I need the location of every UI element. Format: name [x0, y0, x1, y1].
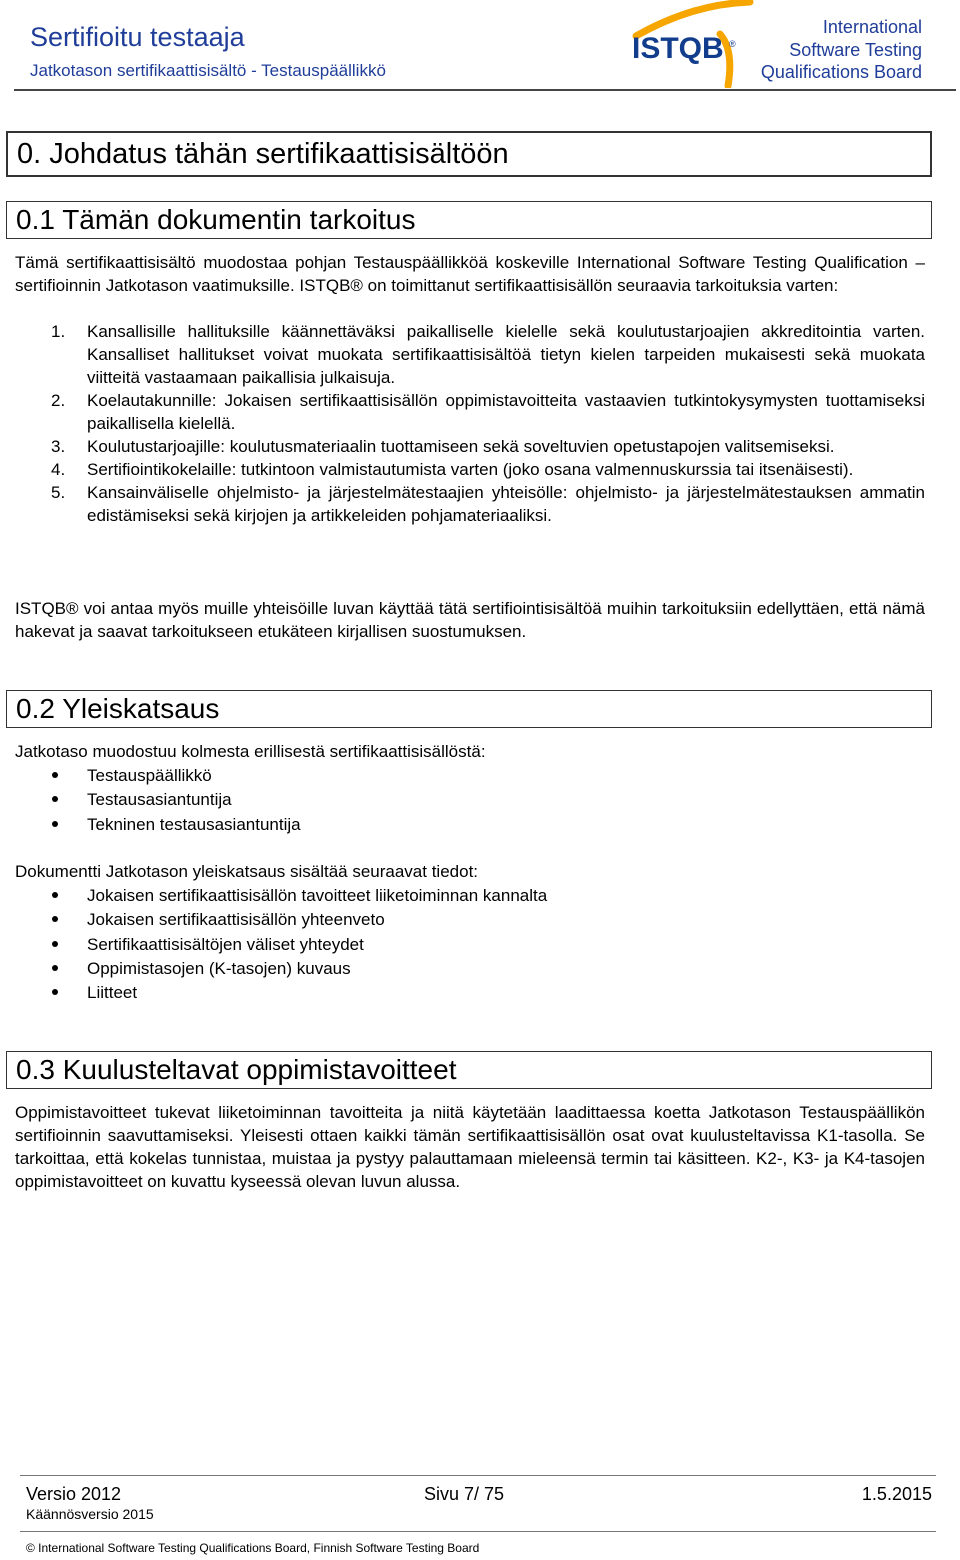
overview-intro-paragraph: Jatkotaso muodostuu kolmesta erillisestä sertifikaattisisällöstä: [15, 742, 486, 761]
section-heading-overview: 0.2 Yleiskatsaus [6, 690, 932, 728]
bullet-icon [52, 796, 58, 802]
bullet-icon [52, 892, 58, 898]
list-item [51, 957, 925, 981]
logo-wordmark: ISTQB [632, 32, 724, 65]
list-number: 4. [51, 460, 66, 479]
purpose-list-item [51, 320, 925, 389]
list-item [51, 884, 925, 908]
purpose-list-item [51, 389, 925, 435]
bullet-icon [52, 989, 58, 995]
overview-doc-intro-paragraph: Dokumentti Jatkotason yleiskatsaus sisältää seuraavat tiedot: [15, 862, 479, 881]
document-subtitle: Jatkotason sertifikaattisisältö - Testauspäällikkö [30, 61, 386, 80]
purpose-list-item [51, 458, 925, 481]
list-item-text: Sertifiointikokelaille: tutkintoon valmistautumista varten (joko osana valmennuskurssia tai itsenäisesti). [87, 460, 854, 479]
list-number: 2. [51, 391, 66, 410]
list-number: 5. [51, 483, 66, 502]
list-item [51, 764, 925, 788]
footer-copyright: © International Software Testing Qualifications Board, Finnish Software Testing Board [26, 1541, 480, 1555]
list-item-text: Oppimistasojen (K-tasojen) kuvaus [87, 958, 351, 978]
document-title: Sertifioitu testaaja [30, 22, 245, 52]
purpose-closing-paragraph: ISTQB® voi antaa myös muille yhteisöille luvan käyttää tätä sertifiointisisältöä muihin tarkoituksiin edellyttäen, että nämä hakevat ja saavat tarkoitukseen etukäteen kirjallisen suostumuksen. [15, 599, 925, 641]
overview-contents-list [51, 884, 925, 1005]
list-item-text: Koulutustarjoajille: koulutusmateriaalin tuottamiseen sekä soveltuvien opetustapojen valitsemiseksi. [87, 437, 835, 456]
list-item [51, 908, 925, 932]
footer-translation-version: Käännösversio 2015 [26, 1506, 154, 1522]
organization-name [761, 16, 922, 84]
list-item-text: Kansainväliselle ohjelmisto- ja järjestelmätestaajien yhteisölle: ohjelmisto- ja järjestelmätestauksen ammatin edistämiseksi sekä kirjojen ja artikkeleiden pohjamateriaaliksi. [87, 483, 925, 525]
list-number: 1. [51, 322, 66, 341]
section-heading-learning-objectives: 0.3 Kuulusteltavat oppimistavoitteet [6, 1051, 932, 1089]
list-item [51, 788, 925, 812]
istqb-logo [628, 0, 756, 88]
purpose-list [51, 320, 925, 527]
bullet-icon [52, 941, 58, 947]
footer-bottom-divider [20, 1531, 936, 1532]
list-item-text: Jokaisen sertifikaattisisällön tavoitteet liiketoiminnan kannalta [87, 886, 548, 905]
learning-objectives-paragraph: Oppimistavoitteet tukevat liiketoiminnan tavoitteita ja niitä käytetään laadittaessa koetta Jatkotason Testauspäällikön sertifioinnin saavuttamiseksi. Yleisesti ottaen kaikki tämän sertifikaattisisällön osat ovat kuulusteltavissa K1-tasolla. Se tarkoittaa, että kokelas tunnistaa, muistaa ja pystyy palauttamaan mieleensä termin tai käsitteen. K2-, K3- ja K4-tasojen oppimistavoitteet on kuvattu kyseessä olevan luvun alussa. [15, 1103, 925, 1191]
module-list [51, 764, 925, 837]
org-line-3: Qualifications Board [760, 62, 922, 82]
header-divider [14, 89, 956, 91]
logo-trademark: ® [729, 39, 736, 49]
list-item-text: Testausasiantuntija [87, 790, 232, 810]
purpose-list-item [51, 435, 925, 458]
list-item-text: Liitteet [87, 983, 138, 1003]
footer-top-divider [20, 1475, 936, 1476]
footer-page-number: Sivu 7/ 75 [424, 1484, 505, 1504]
org-line-1: International [822, 17, 922, 37]
chapter-heading: 0. Johdatus tähän sertifikaattisisältöön [6, 131, 932, 177]
section-heading-purpose: 0.1 Tämän dokumentin tarkoitus [6, 201, 932, 239]
bullet-icon [52, 916, 58, 922]
purpose-intro-paragraph: Tämä sertifikaattisisältö muodostaa pohjan Testauspäällikköä koskeville International Software Testing Qualification –sertifioinnin Jatkotason vaatimuksille. ISTQB® on toimittanut sertifikaattisisällön seuraavia tarkoituksia varten: [15, 253, 925, 295]
list-item [51, 981, 925, 1005]
list-item [51, 813, 925, 837]
footer-date: 1.5.2015 [861, 1484, 932, 1504]
list-item-text: Kansallisille hallituksille käännettäväksi paikalliselle kielelle sekä koulutustarjoajien akkreditointia varten. Kansalliset hallitukset voivat muokata sertifikaattisisältöä tietyn kielen tarpeiden mukaisesti sekä muokata viitteitä vastaamaan paikallisia julkaisuja. [87, 322, 925, 387]
org-line-2: Software Testing [789, 39, 922, 60]
list-item-text: Koelautakunnille: Jokaisen sertifikaattisisällön oppimistavoitteita vastaavien tutkintokysymysten tuottamiseksi paikallisella kielellä. [87, 391, 925, 433]
list-item-text: Testauspäällikkö [87, 766, 212, 785]
list-item-text: Tekninen testausasiantuntija [87, 814, 301, 834]
bullet-icon [52, 772, 58, 778]
list-item [51, 933, 925, 957]
purpose-list-item [51, 481, 925, 527]
list-item-text: Sertifikaattisisältöjen väliset yhteydet [87, 934, 364, 954]
bullet-icon [52, 965, 58, 971]
footer-version: Versio 2012 [26, 1484, 122, 1504]
list-item-text: Jokaisen sertifikaattisisällön yhteenveto [87, 910, 385, 930]
logo-swoosh-outer [636, 2, 750, 36]
bullet-icon [52, 821, 58, 827]
list-number: 3. [51, 437, 66, 456]
